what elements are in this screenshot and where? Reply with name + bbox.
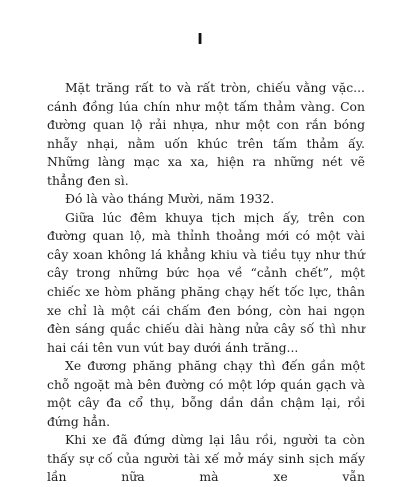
paragraph-3: Giữa lúc đêm khuya tịch mịch ấy, trên con đường quan lộ, mà thỉnh thoảng mới có một vài cây xoan không lá khẳng khiu và tiều tụy như thứ cây trong những bức họa về “cảnh chết”, một chiếc xe hòm phăng phăng chạy hết tốc lực, thân xe chỉ là một cái chấm đen bóng, còn hai ngọn đèn sáng quắc chiếu dài hàng nửa cây số thì như hai cái tên vun vút bay dưới ánh trăng... [47,209,365,355]
paragraph-4: Xe đương phăng phăng chạy thì đến gần một chỗ ngoặt mà bên đường có một lớp quán gạch và một cây đa cổ thụ, bỗng dần dần chậm lại, rồi đứng hẳn. [47,358,365,429]
chapter-body [47,79,365,487]
paragraph-1: Mặt trăng rất to và rất tròn, chiếu vằng vặc... cánh đồng lúa chín như một tấm thảm vàng. Con đường quan lộ rải nhựa, như một con rắn bóng nhẫy nhại, nằm uốn khúc trên tấm thảm ấy. Những làng mạc xa xa, hiện ra những nét vẽ thẳng đen sì. [47,80,365,188]
paragraph-2: Đó là vào tháng Mười, năm 1932. [65,191,275,207]
chapter-numeral: I [197,30,203,48]
paragraph-5: Khi xe đã đứng dừng lại lâu rồi, người ta còn thấy sự cố của người tài xế mở máy sinh sịch mấy lần nữa mà xe vẫn [47,432,365,485]
